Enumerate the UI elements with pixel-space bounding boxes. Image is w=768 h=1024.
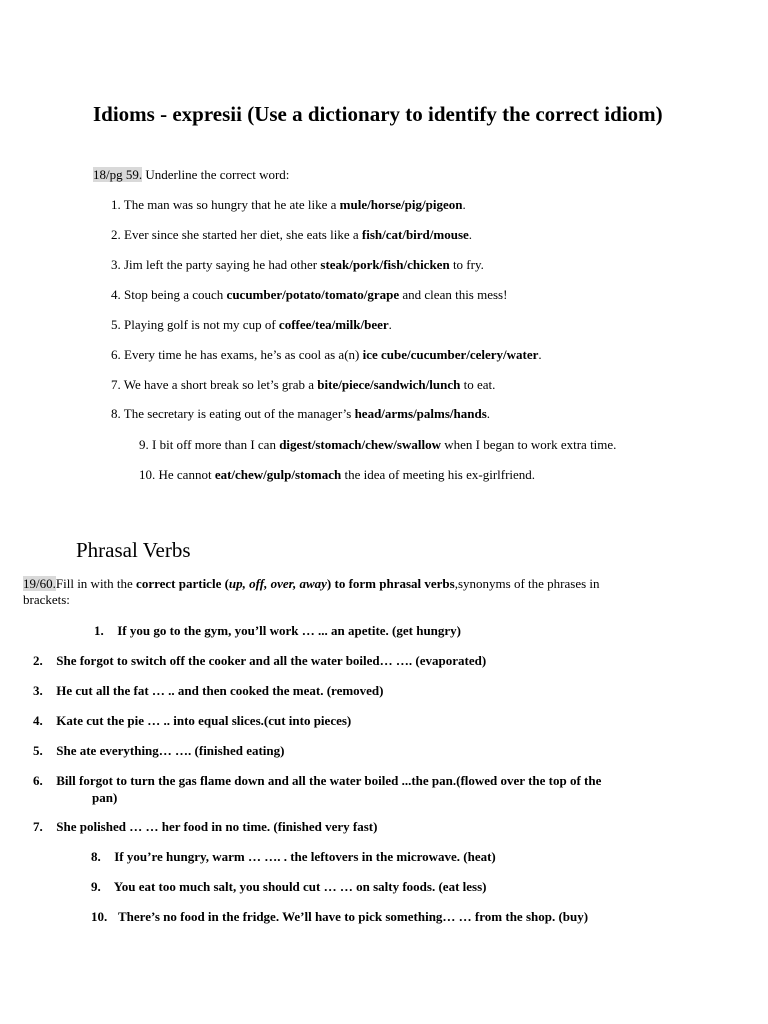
instruction-text: Underline the correct word: [142, 167, 290, 182]
item-options: bite/piece/sandwich/lunch [317, 377, 461, 392]
item-number: 1. [111, 197, 121, 212]
item-options: steak/pork/fish/chicken [320, 257, 450, 272]
item-number: 8. [91, 849, 101, 864]
idiom-item [111, 257, 484, 273]
item-options: digest/stomach/chew/swallow [279, 437, 441, 452]
item-options: coffee/tea/milk/beer [278, 317, 389, 332]
item-text: I bit off more than I can [152, 437, 280, 452]
item-text: If you’re hungry, warm … …. . the leftovers in the microwave. (heat) [114, 849, 496, 864]
item-text: Ever since she started her diet, she eats like a [124, 227, 362, 242]
item-text-end: . [486, 406, 491, 421]
item-number: 3. [111, 257, 121, 272]
item-number: 7. [111, 377, 121, 392]
item-text-end: . [388, 317, 392, 332]
item-text: He cut all the fat … .. and then cooked the meat. (removed) [56, 683, 384, 698]
phrasal-verbs-title: Phrasal Verbs [76, 538, 191, 562]
phrasal-instruction [23, 576, 663, 608]
phrasal-item [91, 878, 486, 895]
item-number: 7. [33, 819, 43, 834]
item-text: He cannot [158, 467, 215, 482]
item-number: 9. [91, 879, 101, 894]
phrasal-item [33, 742, 284, 759]
phrasal-item [33, 772, 601, 806]
phrasal-item [33, 818, 377, 835]
item-number: 1. [94, 623, 104, 638]
item-text: Bill forgot to turn the gas flame down and all the water boiled ...the pan.(flowed over the top of the [56, 773, 602, 788]
phrasal-item [91, 908, 588, 925]
phrasal-item [33, 682, 384, 699]
item-text-end: when I began to work extra time. [440, 437, 617, 452]
item-options: fish/cat/bird/mouse [361, 227, 469, 242]
particles-list: up, off, over, away [228, 576, 327, 591]
item-text: The secretary is eating out of the manager’s [123, 406, 355, 421]
instruction-text: brackets: [23, 592, 70, 607]
idiom-item [111, 317, 392, 333]
idiom-item [111, 197, 466, 213]
item-options: cucumber/potato/tomato/grape [226, 287, 400, 302]
idioms-instruction [93, 167, 289, 183]
item-number: 6. [33, 773, 43, 788]
idiom-item [139, 437, 616, 453]
item-text-end: to eat. [460, 377, 496, 392]
exercise-ref: 19/60. [23, 576, 56, 591]
item-number: 5. [33, 743, 43, 758]
instruction-text: ,synonyms of the phrases in [454, 576, 600, 591]
idiom-item [111, 287, 507, 303]
item-text-end: and clean this mess! [399, 287, 508, 302]
item-text: Stop being a couch [124, 287, 227, 302]
item-number: 2. [111, 227, 121, 242]
item-text: Jim left the party saying he had other [124, 257, 321, 272]
item-text: Every time he has exams, he’s as cool as a(n) [124, 347, 363, 362]
idiom-item [111, 347, 542, 363]
instruction-text: Fill in with the [55, 576, 137, 591]
phrasal-item [94, 622, 461, 639]
exercise-ref: 18/pg 59. [93, 167, 143, 182]
item-text: Playing golf is not my cup of [124, 317, 279, 332]
phrasal-item [33, 652, 486, 669]
item-text: She ate everything… …. (finished eating) [56, 743, 285, 758]
item-options: ice cube/cucumber/celery/water [362, 347, 539, 362]
item-text: She forgot to switch off the cooker and all the water boiled… …. (evaporated) [56, 653, 487, 668]
item-text-end: the idea of meeting his ex-girlfriend. [341, 467, 536, 482]
phrasal-item [91, 848, 496, 865]
instruction-bold: correct particle ( [136, 576, 229, 591]
item-text: Kate cut the pie … .. into equal slices.(cut into pieces) [56, 713, 352, 728]
item-number: 3. [33, 683, 43, 698]
item-options: mule/horse/pig/pigeon [339, 197, 463, 212]
item-options: eat/chew/gulp/stomach [214, 467, 342, 482]
phrasal-item [33, 712, 351, 729]
item-text: There’s no food in the fridge. We’ll have to pick something… … from the shop. (buy) [118, 909, 589, 924]
item-number: 8. [111, 406, 121, 421]
item-number: 4. [33, 713, 43, 728]
item-number: 10. [139, 467, 156, 482]
item-options: head/arms/palms/hands [354, 406, 487, 421]
item-text-end: . [538, 347, 542, 362]
item-number: 2. [33, 653, 43, 668]
item-number: 4. [111, 287, 121, 302]
item-number: 5. [111, 317, 121, 332]
instruction-bold: ) to form phrasal verbs [326, 576, 455, 591]
item-text-end: to fry. [449, 257, 484, 272]
item-text-end: . [468, 227, 473, 242]
item-text-continued: pan) [92, 790, 118, 805]
idiom-item [139, 467, 535, 483]
idiom-item [111, 406, 490, 422]
item-text: You eat too much salt, you should cut … … on salty foods. (eat less) [113, 879, 487, 894]
item-text: If you go to the gym, you’ll work … ... an apetite. (get hungry) [117, 623, 462, 638]
item-text-end: . [462, 197, 466, 212]
idiom-item [111, 227, 472, 243]
idiom-item [111, 377, 495, 393]
idioms-title: Idioms - expresii (Use a dictionary to identify the correct idiom) [93, 102, 663, 126]
item-text: We have a short break so let’s grab a [123, 377, 318, 392]
item-text: The man was so hungry that he ate like a [123, 197, 340, 212]
item-number: 9. [139, 437, 149, 452]
item-number: 6. [111, 347, 121, 362]
item-text: She polished … … her food in no time. (finished very fast) [56, 819, 378, 834]
item-number: 10. [91, 909, 108, 924]
